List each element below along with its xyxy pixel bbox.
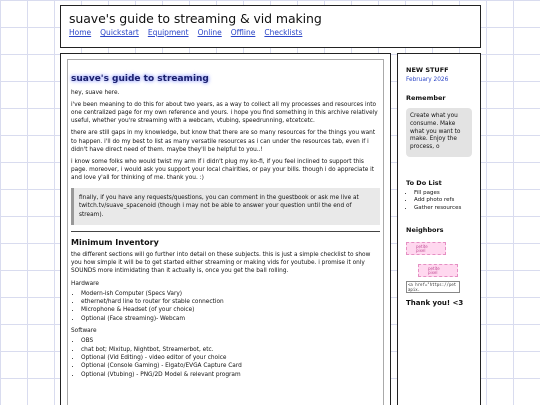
- list-item: • Optional (Vid Editing) - video editor of your choice: [81, 354, 380, 362]
- intro-paragraph: there are still gaps in my knowledge, but know that there are so many resources for the things you want to happen. i'll do my best to list as many versatile resources as i can under the resources tab, even if i didn't have direct need of them. maybe they'll be helpful to you..!: [71, 130, 376, 153]
- sidebar: [397, 53, 481, 405]
- site-header: [60, 5, 481, 48]
- main-content[interactable]: [60, 53, 391, 405]
- section-title: Minimum Inventory: [71, 238, 159, 248]
- post-title: suave's guide to streaming: [71, 74, 209, 84]
- main-article: [67, 59, 384, 405]
- hardware-list: [81, 290, 380, 324]
- neighbors-title: Neighbors: [406, 226, 444, 235]
- nav-online[interactable]: Online: [197, 28, 222, 37]
- nav-equipment[interactable]: Equipment: [147, 28, 189, 37]
- list-item: • Add photo refs: [414, 197, 473, 204]
- new-stuff-link[interactable]: February 2026: [406, 77, 449, 83]
- list-item: • Optional (Vtubing) - PNG/2D Model & relevant program: [81, 371, 380, 379]
- list-item: • Gather resources: [414, 205, 473, 212]
- neighbor-badge[interactable]: petite pixel: [406, 242, 446, 255]
- nav-home[interactable]: Home: [69, 28, 92, 37]
- neighbor-badge[interactable]: petite pixel: [418, 264, 458, 277]
- list-item: • Modern-ish Computer (Specs Vary): [81, 290, 380, 298]
- list-item: • Optional (Console Gaming) - Elgato/EVGA Capture Card: [81, 362, 380, 370]
- intro-paragraph: hey, suave here.: [71, 90, 120, 96]
- nav-quickstart[interactable]: Quickstart: [100, 28, 139, 37]
- todo-list: [414, 190, 473, 212]
- hardware-label: Hardware: [71, 280, 99, 287]
- site-title: suave's guide to streaming & vid making: [69, 11, 322, 26]
- nav-offline[interactable]: Offline: [230, 28, 256, 37]
- section-intro: the different sections will go further into detail on these subjects. this is just a simple checklist to show you how simple it will be to get started either streaming or making vids for youtube. i promise it only SOUNDS more intimidating than it actually is, once you get the ball rolling.: [71, 252, 371, 275]
- list-item: • chat bot; Mixitup, Nightbot, Streamerbot, etc.: [81, 346, 380, 354]
- new-stuff-title: NEW STUFF: [406, 66, 449, 74]
- software-list: [81, 337, 380, 379]
- neighbor-badges: [406, 237, 473, 256]
- list-item: • Optional (Face streaming)- Webcam: [81, 315, 380, 323]
- remember-title: Remember: [406, 94, 446, 102]
- badge-code-textarea[interactable]: <a href="https://petapix.: [406, 281, 460, 293]
- requests-quote: finally, if you have any requests/questions, you can comment in the guestbook or ask me live at twitch.tv/suave_spacenoid (though i may not be able to answer your question until the end of stream).: [71, 188, 380, 225]
- intro-paragraph: i know some folks who would twist my arm if i didn't plug my ko-fi, if you feel inclined to support this page. moreover, i would ask you support your local chairities, or pay your bills. though i do appreciate it and love y'all for thinking of me. thank you. :): [71, 158, 375, 181]
- list-item: • ethernet/hard line to router for stable connection: [81, 298, 380, 306]
- remember-box[interactable]: Create what you consume. Make what you want to make. Enjoy the process, o: [406, 108, 472, 157]
- intro-paragraph: i've been meaning to do this for about two years, as a way to collect all my processes and resources into one centralized page for my own reference and yours. i hope you find something in this archive relatively useful, whether you're streaming with a webcam, vtubing, speedrunning, etcetcetc.: [71, 102, 378, 125]
- software-label: Software: [71, 328, 97, 335]
- neighbor-badges: [406, 259, 473, 278]
- list-item: • OBS: [81, 337, 380, 345]
- section-divider: [71, 231, 380, 232]
- nav-bar: [69, 28, 472, 37]
- list-item: • Microphone & Headset (of your choice): [81, 306, 380, 314]
- list-item: • Fill pages: [414, 190, 473, 197]
- nav-checklists[interactable]: Checklists: [264, 28, 303, 37]
- thanks-text: Thank you! <3: [406, 299, 464, 308]
- todo-title: To Do List: [406, 179, 442, 188]
